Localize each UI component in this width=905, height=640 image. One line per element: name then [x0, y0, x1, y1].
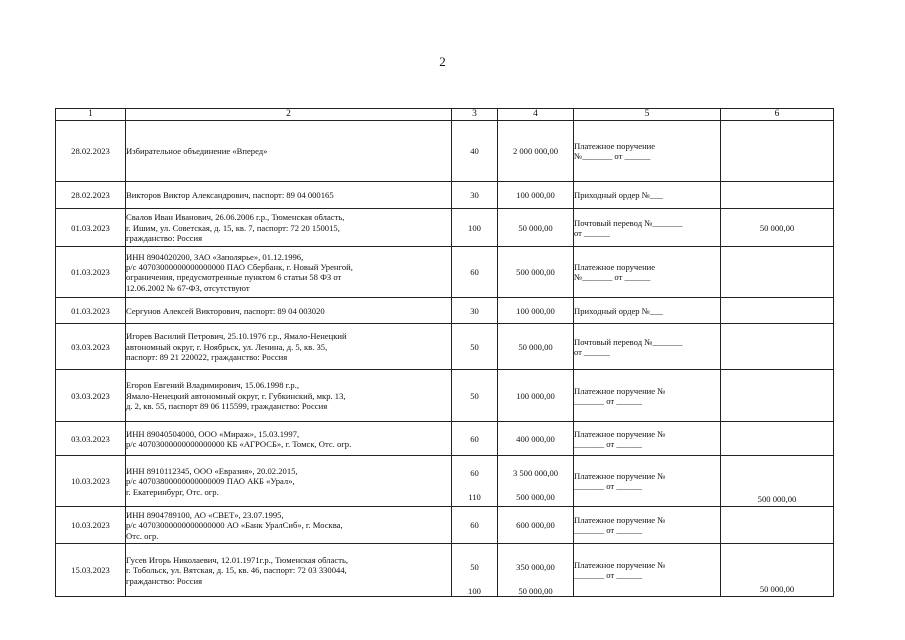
contributor-line: паспорт: 89 21 220022, гражданство: Россия [126, 352, 288, 363]
payment-doc-line: №_______ от ______ [574, 272, 651, 283]
contributor-cell [126, 456, 452, 507]
contributor-line: г. Тобольск, ул. Вятская, д. 15, кв. 46, паспорт: 72 03 330044, [126, 565, 347, 576]
col3-value: 60 [470, 468, 479, 479]
col6-cell [721, 370, 834, 422]
col3-cell: 60 [452, 507, 498, 544]
col3-cell: 60 [452, 247, 498, 298]
payment-doc-line: Платежное поручение [574, 141, 656, 152]
contributions-table [55, 108, 834, 597]
contributor-line: Сергунов Алексей Викторович, паспорт: 89 04 003020 [126, 305, 325, 316]
amount-cell: 500 000,00 [498, 247, 574, 298]
col6-cell: 50 000,00 [721, 209, 834, 247]
payment-doc-cell [574, 544, 721, 597]
contributor-line: 12.06.2002 № 67-ФЗ, отсутствуют [126, 282, 250, 293]
date-cell: 01.03.2023 [56, 298, 126, 324]
payment-doc-line: Платежное поручение № [574, 471, 666, 482]
contributor-cell [126, 298, 452, 324]
payment-doc-line: Платежное поручение № [574, 428, 666, 439]
amount-value: 50 000,00 [518, 586, 553, 597]
contributor-cell [126, 121, 452, 182]
contributor-line: автономный округ, г. Ноябрьск, ул. Ленина, д. 5, кв. 35, [126, 341, 328, 352]
amount-cell: 50 000,00 [498, 209, 574, 247]
table-row [56, 507, 834, 544]
amount-cell: 600 000,00 [498, 507, 574, 544]
contributor-line: Викторов Виктор Александрович, паспорт: 89 04 000165 [126, 190, 334, 201]
contributor-line: р/с 40703800000000000009 ПАО АКБ «Урал», [126, 476, 295, 487]
amount-value: 350 000,00 [516, 562, 555, 573]
payment-doc-cell [574, 298, 721, 324]
contributor-line: Избирательное объединение «Вперед» [126, 146, 268, 157]
contributor-line: гражданство: Россия [126, 575, 203, 586]
table-row [56, 456, 834, 507]
contributor-line: р/с 40703000000000000000 АО «Банк УралСиб», г. Москва, [126, 520, 343, 531]
contributor-line: ИНН 8904789100, АО «СВЕТ», 23.07.1995, [126, 509, 284, 520]
amount-cell [498, 456, 574, 507]
payment-doc-cell [574, 121, 721, 182]
column-header: 5 [574, 109, 721, 121]
contributor-line: Егоров Евгений Владимирович, 15.06.1998 г.р., [126, 380, 299, 391]
date-cell: 03.03.2023 [56, 324, 126, 370]
column-header: 4 [498, 109, 574, 121]
payment-doc-line: _______ от ______ [574, 395, 643, 406]
column-header: 3 [452, 109, 498, 121]
date-cell: 15.03.2023 [56, 544, 126, 597]
payment-doc-cell [574, 370, 721, 422]
col3-cell [452, 544, 498, 597]
payment-doc-line: Платежное поручение № [574, 560, 666, 571]
contributor-cell [126, 324, 452, 370]
contributor-line: р/с 40703000000000000000 КБ «АГРОСБ», г. Томск, Отс. огр. [126, 438, 352, 449]
payment-doc-line: Платежное поручение [574, 262, 656, 273]
table-row [56, 370, 834, 422]
contributor-cell [126, 182, 452, 209]
contributor-line: Гусев Игорь Николаевич, 12.01.1971г.р., Тюменская область, [126, 554, 349, 565]
amount-value: 3 500 000,00 [512, 468, 559, 479]
contributor-line: д. 2, кв. 55, паспорт 89 06 115599, гражданство: Россия [126, 401, 328, 412]
contributor-cell [126, 209, 452, 247]
payment-doc-line: _______ от ______ [574, 481, 643, 492]
table-row [56, 324, 834, 370]
amount-value: 500 000,00 [516, 492, 555, 503]
date-cell: 01.03.2023 [56, 247, 126, 298]
date-cell: 28.02.2023 [56, 182, 126, 209]
column-header: 2 [126, 109, 452, 121]
payment-doc-line: Платежное поручение № [574, 385, 666, 396]
payment-doc-line: _______ от ______ [574, 525, 643, 536]
payment-doc-cell [574, 507, 721, 544]
column-header: 1 [56, 109, 126, 121]
date-cell: 03.03.2023 [56, 422, 126, 456]
col6-cell [721, 544, 834, 597]
contributor-cell [126, 544, 452, 597]
col6-cell [721, 507, 834, 544]
col6-cell [721, 324, 834, 370]
col6-cell [721, 298, 834, 324]
payment-doc-cell [574, 324, 721, 370]
payment-doc-cell [574, 456, 721, 507]
payment-doc-line: Приходный ордер №___ [574, 190, 663, 201]
col3-value: 50 [470, 562, 479, 573]
col3-cell: 40 [452, 121, 498, 182]
table-row [56, 544, 834, 597]
payment-doc-line: _______ от ______ [574, 570, 643, 581]
table-row [56, 182, 834, 209]
contributor-line: Игорев Василий Петрович, 25.10.1976 г.р., Ямало-Ненецкий [126, 331, 347, 342]
col6-cell [721, 121, 834, 182]
col6-value: 50 000,00 [759, 584, 795, 595]
col6-cell [721, 247, 834, 298]
amount-cell: 50 000,00 [498, 324, 574, 370]
column-header: 6 [721, 109, 834, 121]
col3-cell: 50 [452, 324, 498, 370]
amount-cell: 100 000,00 [498, 298, 574, 324]
col3-cell: 30 [452, 298, 498, 324]
col3-cell [452, 456, 498, 507]
payment-doc-line: Почтовый перевод №_______ [574, 336, 683, 347]
contributor-line: р/с 40703000000000000000 ПАО Сбербанк, г. Новый Уренгой, [126, 262, 353, 273]
payment-doc-line: №_______ от ______ [574, 151, 651, 162]
table-header-row [56, 109, 834, 121]
col3-cell: 50 [452, 370, 498, 422]
contributor-line: Ямало-Ненецкий автономный округ, г. Губкинский, мкр. 13, [126, 390, 346, 401]
table-row [56, 422, 834, 456]
payment-doc-cell [574, 182, 721, 209]
payment-doc-cell [574, 209, 721, 247]
col6-cell [721, 456, 834, 507]
payment-doc-line: _______ от ______ [574, 438, 643, 449]
contributor-line: ИНН 89040504000, ООО «Мираж», 15.03.1997, [126, 428, 300, 439]
col3-value: 100 [468, 586, 481, 597]
payment-doc-line: от ______ [574, 227, 610, 238]
col3-value: 110 [468, 492, 481, 503]
amount-cell: 100 000,00 [498, 182, 574, 209]
payment-doc-cell [574, 422, 721, 456]
contributor-line: г. Екатеринбург, Отс. огр. [126, 486, 219, 497]
amount-cell: 400 000,00 [498, 422, 574, 456]
contributor-line: ограничения, предусмотренные пунктом 6 статьи 58 ФЗ от [126, 272, 342, 283]
amount-cell: 100 000,00 [498, 370, 574, 422]
contributor-line: гражданство: Россия [126, 233, 203, 244]
date-cell: 03.03.2023 [56, 370, 126, 422]
contributor-line: Свалов Иван Иванович, 26.06.2006 г.р., Тюменская область, [126, 212, 345, 223]
table-row [56, 298, 834, 324]
col6-cell [721, 422, 834, 456]
payment-doc-line: Приходный ордер №___ [574, 305, 663, 316]
amount-cell: 2 000 000,00 [498, 121, 574, 182]
contributor-line: ИНН 8910112345, ООО «Евразия», 20.02.2015, [126, 465, 298, 476]
col6-cell [721, 182, 834, 209]
contributor-line: г. Ишим, ул. Советская, д. 15, кв. 7, паспорт: 72 20 150015, [126, 222, 340, 233]
col3-cell: 30 [452, 182, 498, 209]
table-row [56, 209, 834, 247]
date-cell: 28.02.2023 [56, 121, 126, 182]
contributor-line: Отс. огр. [126, 530, 159, 541]
contributor-cell [126, 247, 452, 298]
page-number: 2 [439, 54, 446, 69]
col3-cell: 60 [452, 422, 498, 456]
amount-cell [498, 544, 574, 597]
col6-value: 500 000,00 [757, 494, 797, 505]
contributor-cell [126, 507, 452, 544]
payment-doc-line: Почтовый перевод №_______ [574, 217, 683, 228]
table-row [56, 121, 834, 182]
date-cell: 01.03.2023 [56, 209, 126, 247]
table-row [56, 247, 834, 298]
payment-doc-cell [574, 247, 721, 298]
col3-cell: 100 [452, 209, 498, 247]
payment-doc-line: от ______ [574, 346, 610, 357]
date-cell: 10.03.2023 [56, 456, 126, 507]
payment-doc-line: Платежное поручение № [574, 515, 666, 526]
contributor-cell [126, 422, 452, 456]
date-cell: 10.03.2023 [56, 507, 126, 544]
contributor-cell [126, 370, 452, 422]
contributor-line: ИНН 8904020200, ЗАО «Заполярье», 01.12.1996, [126, 251, 304, 262]
